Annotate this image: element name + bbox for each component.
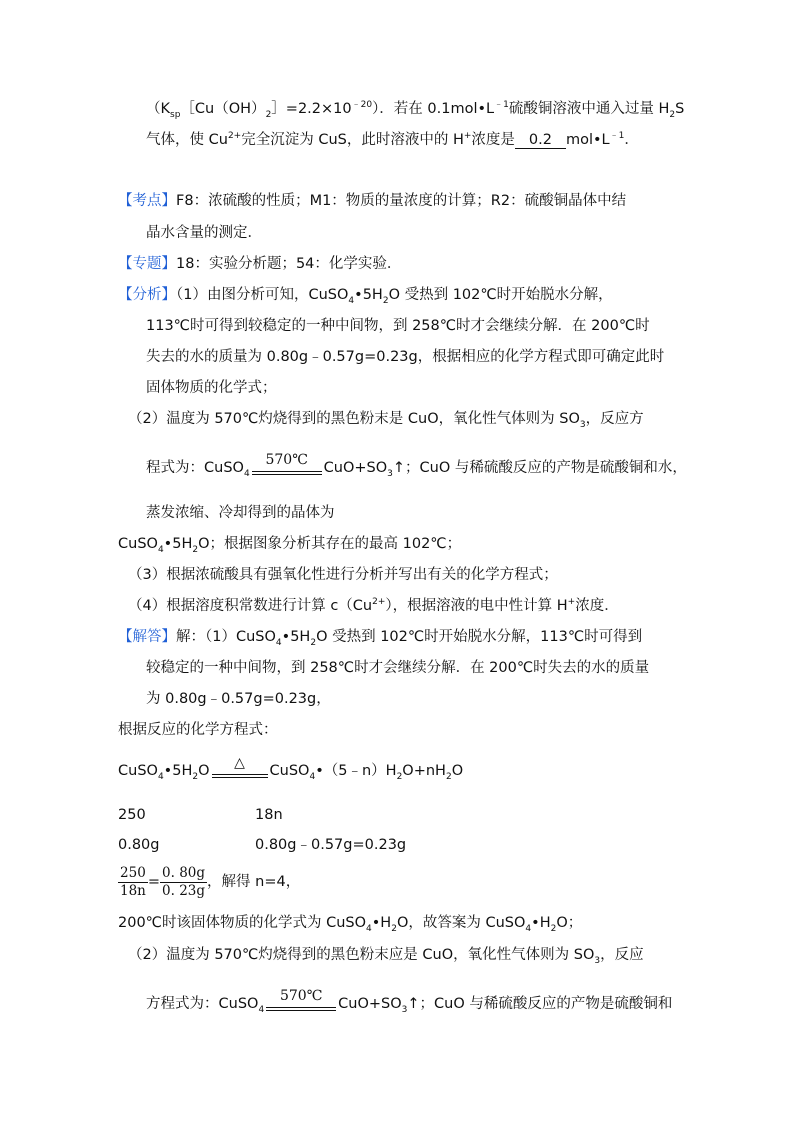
fenxi-point-4: （4）根据溶度积常数进行计算 $c(Cu^{2+})$，根据溶液的电中性计算 H+浓度． (128, 597, 619, 614)
fraction-right: $\frac{0. 80g}{0. 23g}$ (162, 864, 206, 899)
molar-mass-250: 250 (118, 807, 146, 823)
gas-line: 气体，使 $Cu^{2+}$完全沉淀为 CuS，此时溶液中的 H+浓度是 0.2 $mol•L^{﹣1}$． (146, 131, 639, 148)
fenxi-equation-570: 程式为：CuSO$_4$ 570℃ $CuO+SO_3↑$；CuO 与稀硫酸反应的产物是硫酸铜和水， (146, 452, 687, 479)
kaodian-tag: 【考点】 (118, 193, 176, 209)
zhuanti-tag: 【专题】 (118, 256, 176, 272)
jieda-200c-line: 200℃时该固体物质的化学式为 $CuSO_4•H_2O$，故答案为 $CuSO_4•H_2O$； (118, 915, 583, 934)
mass-water: 0.80g﹣0.57g=0.23g (255, 837, 407, 853)
jieda-line-4: 根据反应的化学方程式： (118, 722, 278, 738)
heating-condition-arrow (210, 755, 270, 782)
fenxi-point-2: （2）温度为 570℃灼烧得到的黑色粉末是 CuO，氧化性气体则为 $SO_3$，反应方 (128, 411, 644, 430)
mass-080: 0.80g (118, 837, 160, 853)
answer-blank: 0.2 (515, 132, 566, 149)
heat-triangle-icon: △ (234, 755, 245, 771)
reaction-condition-arrow-2: 570℃ (264, 993, 338, 1015)
jieda-line-1: 【解答】解：$(1)CuSO_4•5H_2O$ 受热到 102℃时开始脱水分解，113℃时可得到 (118, 629, 643, 648)
fenxi-line-9: $CuSO_4•5H_2O$；根据图象分析其存在的最高 102℃； (118, 536, 462, 555)
fenxi-line-4: 固体物质的化学式； (146, 380, 277, 396)
fraction-left: $\frac{250}{18n}$ (120, 864, 146, 899)
proportion-equation: $\frac{250}{18n}$ = $\frac{0. 80g}{0. 23g}$ ，解得 n=4， (120, 864, 301, 899)
fenxi-line-3: 失去的水的质量为 0.80g﹣0.57g=0.23g，根据相应的化学方程式即可确定此时 (146, 349, 665, 365)
dehydration-equation: $CuSO_4•5H_2O$ △ $CuSO_4•(5﹣n)H_2O+nH_2O$ (118, 755, 464, 782)
reaction-condition-arrow: 570℃ (250, 457, 324, 479)
kaodian-line-2: 晶水含量的测定． (146, 225, 262, 241)
fenxi-line-2: 113℃时可得到较稳定的一种中间物，到 258℃时才会继续分解．在 200℃时 (146, 318, 650, 334)
fenxi-point-3: （3）根据浓硫酸具有强氧化性进行分析并写出有关的化学方程式； (128, 567, 558, 583)
zhuanti-line: 【专题】18：实验分析题；54：化学实验． (118, 256, 402, 272)
ksp-line: $(K_{sp}[Cu(OH)_2]=2.2\times 10^{﹣20})$．若在 $0.1mol•L^{﹣1}$硫酸铜溶液中通入过量 $H_2S$ (146, 100, 685, 120)
jieda-line-2: 较稳定的一种中间物，到 258℃时才会继续分解．在 200℃时失去的水的质量 (146, 660, 650, 676)
jieda-line-3: 为 0.80g﹣0.57g=0.23g， (146, 691, 331, 707)
fenxi-line-8: 蒸发浓缩、冷却得到的晶体为 (146, 505, 335, 521)
kaodian-line: 【考点】F8：浓硫酸的性质；M1：物质的量浓度的计算；R2：硫酸铜晶体中结 (118, 193, 627, 209)
fenxi-line-1: 【分析】（1）由图分析可知，$CuSO_4•5H_2O$ 受热到 102℃时开始脱水分解， (118, 287, 613, 306)
jieda-equation-570: 方程式为：CuSO$_4$ 570℃ $CuO+SO_3↑$；CuO 与稀硫酸反应的产物是硫酸铜和 (146, 988, 673, 1015)
jieda-point-2: （2）温度为 570℃灼烧得到的黑色粉末应是 CuO，氧化性气体则为 $SO_3$，反应 (128, 947, 644, 966)
jieda-tag: 【解答】 (118, 629, 176, 645)
molar-mass-18n: 18n (255, 807, 283, 823)
fenxi-tag: 【分析】 (118, 287, 176, 303)
